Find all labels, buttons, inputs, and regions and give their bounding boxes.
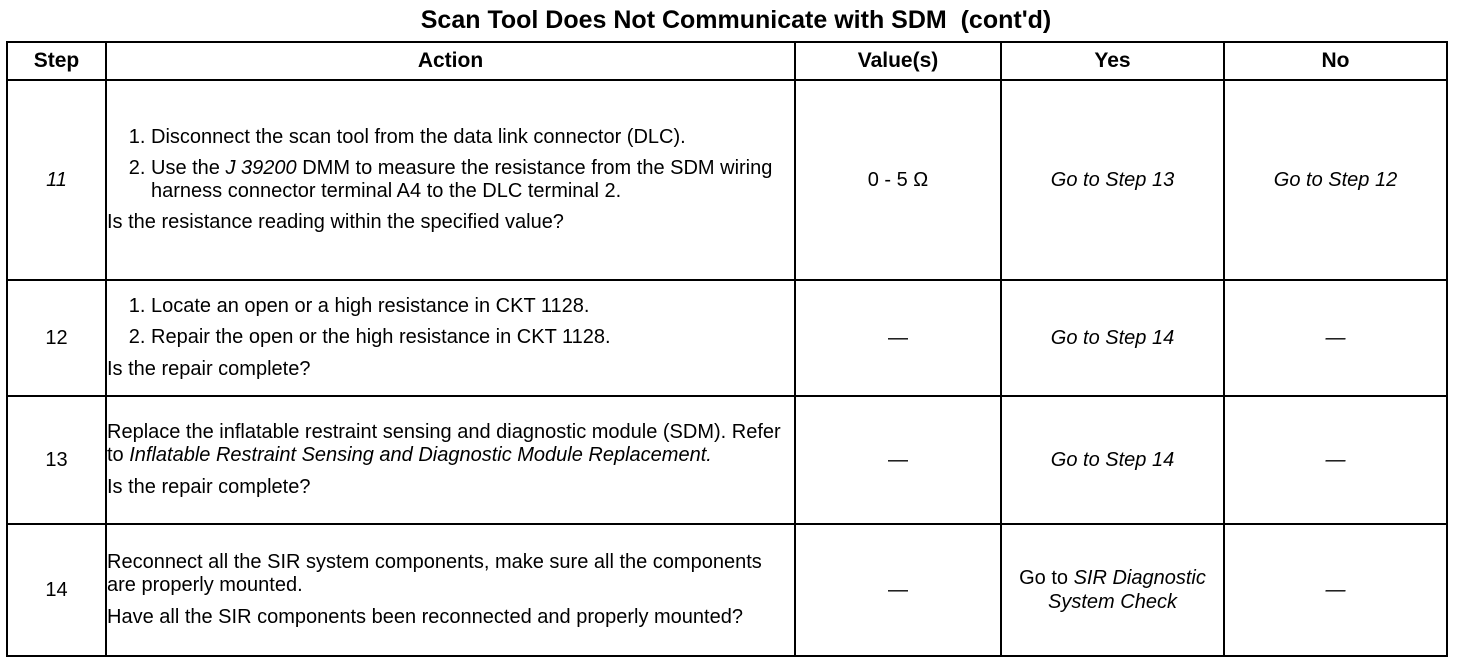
table-row <box>7 396 1447 524</box>
yes-cell: Go to Step 13 <box>1001 80 1224 280</box>
value-cell: — <box>795 396 1001 524</box>
page-title: Scan Tool Does Not Communicate with SDM (cont'd) <box>420 6 1052 34</box>
table-row <box>7 280 1447 396</box>
procedure-reference: SIR Diagnostic System Check <box>1048 567 1206 613</box>
step-number: 14 <box>7 524 106 656</box>
action-item: 1. Disconnect the scan tool from the data link connector (DLC). <box>151 126 794 149</box>
action-question: Have all the SIR components been reconnected and properly mounted? <box>107 605 743 628</box>
action-cell <box>106 396 795 524</box>
action-paragraph: Replace the inflatable restraint sensing and diagnostic module (SDM). Refer to Inflatable Restraint Sensing and Diagnostic Module Replacement. <box>107 421 781 467</box>
procedure-reference: Inflatable Restraint Sensing and Diagnostic Module Replacement. <box>129 444 712 467</box>
header-step: Step <box>7 42 106 80</box>
table-row <box>7 524 1447 656</box>
diagnostic-table <box>6 41 1448 657</box>
no-cell: Go to Step 12 <box>1224 80 1447 280</box>
action-question: Is the repair complete? <box>107 357 311 380</box>
action-question: Is the repair complete? <box>107 475 311 498</box>
no-cell: — <box>1224 524 1447 656</box>
action-cell <box>106 80 795 280</box>
yes-cell: Go to Step 14 <box>1001 280 1224 396</box>
yes-cell: Go to Step 14 <box>1001 396 1224 524</box>
tool-reference: J 39200 <box>225 156 297 179</box>
header-no: No <box>1224 42 1447 80</box>
value-cell: — <box>795 524 1001 656</box>
header-row <box>7 42 1447 80</box>
action-item: 2. Repair the open or the high resistance in CKT 1128. <box>151 326 794 349</box>
value-cell: — <box>795 280 1001 396</box>
header-yes: Yes <box>1001 42 1224 80</box>
action-item: 2. Use the J 39200 DMM to measure the resistance from the SDM wiring harness connector terminal A4 to the DLC terminal 2. <box>151 157 794 203</box>
header-values: Value(s) <box>795 42 1001 80</box>
step-number: 11 <box>7 80 106 280</box>
action-paragraph: Reconnect all the SIR system components, make sure all the components are properly mounted. <box>107 551 762 597</box>
no-cell: — <box>1224 396 1447 524</box>
no-cell: — <box>1224 280 1447 396</box>
yes-cell: Go to SIR Diagnostic System Check <box>1001 524 1224 656</box>
table-row <box>7 80 1447 280</box>
header-action: Action <box>106 42 795 80</box>
value-cell: 0 - 5 Ω <box>795 80 1001 280</box>
action-item: 1. Locate an open or a high resistance in CKT 1128. <box>151 295 794 318</box>
step-number: 12 <box>7 280 106 396</box>
step-number: 13 <box>7 396 106 524</box>
action-question: Is the resistance reading within the specified value? <box>107 211 564 234</box>
action-cell <box>106 280 795 396</box>
action-cell <box>106 524 795 656</box>
